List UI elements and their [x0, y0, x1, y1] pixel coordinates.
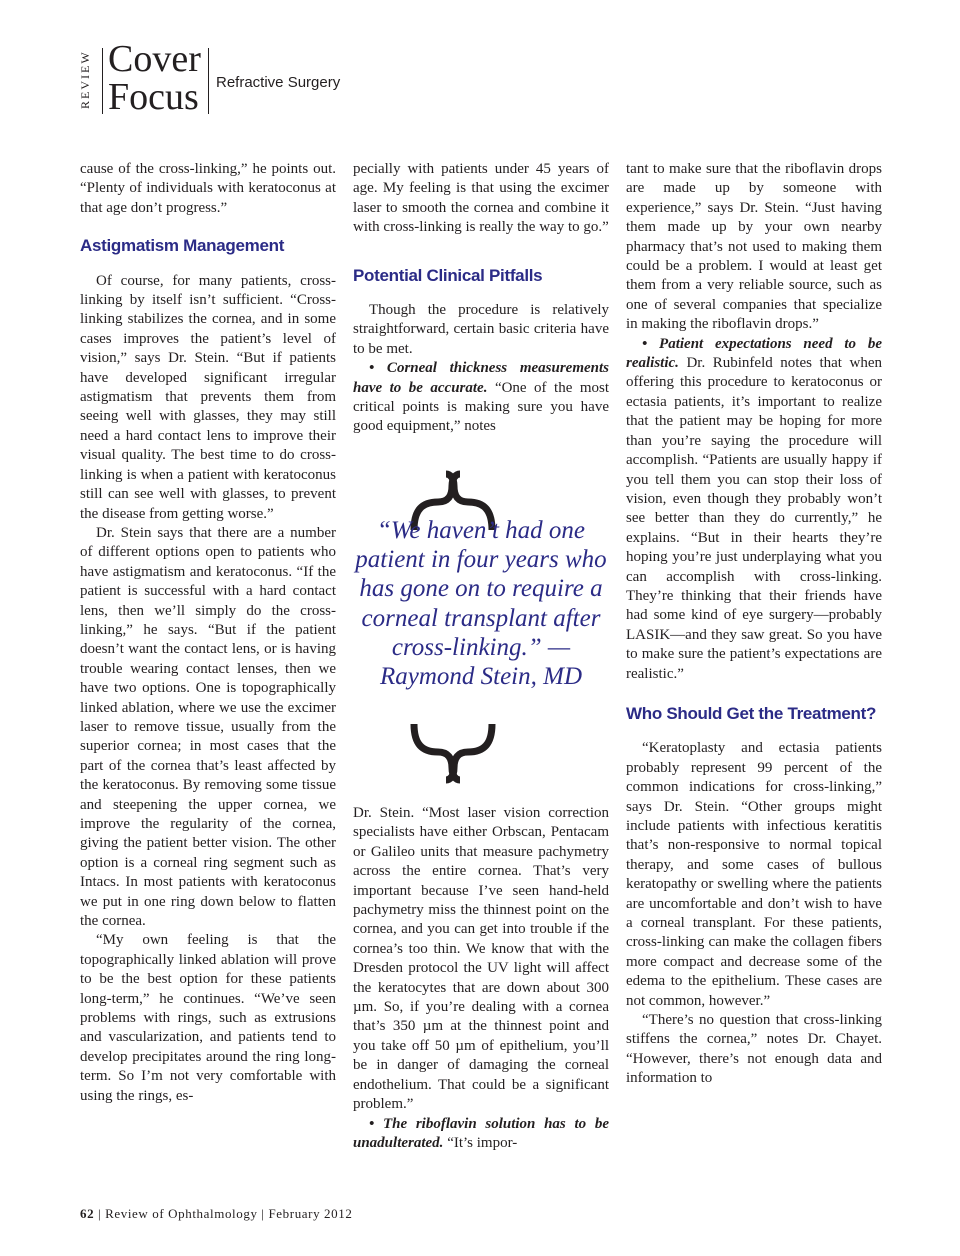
section-tag: Refractive Surgery [216, 74, 341, 91]
column-2-continued [353, 804, 609, 1153]
page-number: 62 [80, 1206, 95, 1221]
col2-paragraph-5-rest: “It’s impor- [443, 1134, 518, 1151]
col2-paragraph-2: Though the procedure is relatively straightforward, certain basic criteria have to be met. [353, 302, 609, 357]
col1-paragraph-1: cause of the cross-linking,” he points out. “Plenty of individuals with keratoconus at that age don’t progress.” [80, 161, 336, 216]
column-2 [353, 160, 609, 437]
page-footer [80, 1206, 352, 1222]
review-label: REVIEW [78, 50, 92, 110]
column-3 [626, 160, 882, 1089]
pitfall-corneal-thickness: • Corneal thickness measurements have to be accurate. [353, 360, 609, 396]
header-focus-word: Focus [108, 76, 199, 118]
header-cover-word: Cover [108, 38, 201, 80]
col3-paragraph-2-rest: Dr. Rubinfeld notes that when offering this procedure to keratoconus or ectasia patients, it’s important to realize that the patient may be hoping for more than you’re saying the procedure will accomplish. “Patients are usually happy if you tell them you can stop their loss of vision, even though they probably won’t see better than they do currently,” he explains. “But in their hearts they’re hoping you’re just underplaying what you can accomplish with cross-linking. They’re thinking that their friends have had some kind of eye surgery—probably LASIK—and they saw great. So you have to make sure the patient’s expectations are realistic.” [626, 355, 882, 682]
col1-paragraph-3: Dr. Stein says that there are a number of different options open to patients who have astigmatism and keratoconus. “If the patient is successful with a hard contact lens, then we’ll simply do the cross-linking,” he says. “But if the patient doesn’t want the contact lens, or is having trouble wearing contact lenses, then we have two options. One is topographically linked ablation, where we use the excimer laser to remove tissue, usually from the superior cornea; in most cases that the part of the cornea that’s least affected by the keratoconus. By removing some tissue and steepening the upper cornea, we improve the regularity of the cornea, giving the patient better vision. The other option is a corneal ring segment such as Intacs. In most patients with keratoconus we put in one ring down below to flatten the cornea. [80, 524, 336, 930]
header-divider-left [102, 48, 103, 114]
pitfall-riboflavin: • The riboflavin solution has to be unadulterated. [353, 1115, 609, 1151]
heading-potential-clinical-pitfalls: Potential Clinical Pitfalls [353, 265, 543, 285]
col1-paragraph-4: “My own feeling is that the topographically linked ablation will prove to be the best option for these patients long-term,” he continues. “We’ve seen problems with rings, such as extrusions and vascularization, and patients tend to develop precipitates around the ring long-term. So I’m not very comfortable with using the rings, es- [80, 932, 336, 1104]
publication-name: Review of Ophthalmology [105, 1206, 258, 1221]
col1-paragraph-2: Of course, for many patients, cross-linking by itself isn’t sufficient. “Cross-linking stabilizes the cornea, and in some cases improves the patient’s level of vision,” says Dr. Stein. “But if patients have developed significant irregular astigmatism that prevents them from seeing well with glasses, they may still need a hard contact lens to improve their visual quality. The best time to do cross-linking is when a patient with keratoconus still can see well with glasses, to prevent the disease from getting worse.” [80, 272, 336, 522]
col2-paragraph-3 [353, 359, 609, 437]
footer-separator-1: | [94, 1206, 106, 1221]
issue-date: February 2012 [268, 1206, 353, 1221]
heading-astigmatism-management: Astigmatism Management [80, 236, 285, 256]
col3-paragraph-4: “There’s no question that cross-linking stiffens the cornea,” notes Dr. Chayet. “However, there’s not enough data and information to [626, 1012, 882, 1087]
col3-paragraph-1: tant to make sure that the riboflavin drops are made up by someone with experience,” says Dr. Stein. “Just having them made up by your own nearby pharmacy that’s not used to making them could be a problem. I would at least get them from a very reliable source, such as one of several companies that specialize in making the riboflavin drops.” [626, 161, 882, 333]
heading-who-should-get-treatment: Who Should Get the Treatment? [626, 703, 877, 723]
bottom-brace-icon [410, 722, 496, 784]
col2-paragraph-4: Dr. Stein. “Most laser vision correction specialists have either Orbscan, Pentacam or Galileo units that measure pachymetry across the entire cornea. That’s very important because I’ve seen hand-held pachymetry miss the thinnest point on the cornea, and you can get into trouble if the cornea’s too thin. We know that with the Dresden protocol the UV light will affect the keratocytes that are down about 300 µm. So, if you’re dealing with a cornea that’s 350 µm at the thinnest point and you take off 50 µm of epithelium, you’ll be in danger of damaging the corneal endothelium. That could be a significant problem.” [353, 805, 609, 1113]
pitfall-patient-expectations: • Patient expectations need to be realistic. [626, 335, 882, 372]
col2-paragraph-3-rest: “One of the most critical points is making sure you have good equipment,” notes [353, 379, 609, 435]
header-divider-right [208, 48, 209, 114]
col3-paragraph-3: “Keratoplasty and ectasia patients probably represent 99 percent of the common indications for cross-linking,” says Dr. Stein. “Other groups might include patients with infectious keratitis that’s non-responsive to normal topical therapy, and some cases of bullous keratopathy or swelling where the patients are uncomfortable and don’t wish to have a corneal transplant. For these patients, cross-linking can make the collagen fibers more compact and decrease some of the edema to the epithelium. These cases are not common, however.” [626, 740, 882, 1009]
col2-paragraph-1: pecially with patients under 45 years of age. My feeling is that using the excimer laser to smooth the cornea and combine it with cross-linking is really the way to go.” [353, 161, 609, 236]
column-1 [80, 160, 336, 1106]
footer-separator-2: | [257, 1206, 269, 1221]
col2-paragraph-5 [353, 1115, 609, 1154]
pull-quote: “We haven’t had one patient in four years who has gone on to require a corneal transplant after cross-linking.” — Raymond Stein, MD [355, 517, 607, 691]
col3-paragraph-2 [626, 335, 882, 684]
